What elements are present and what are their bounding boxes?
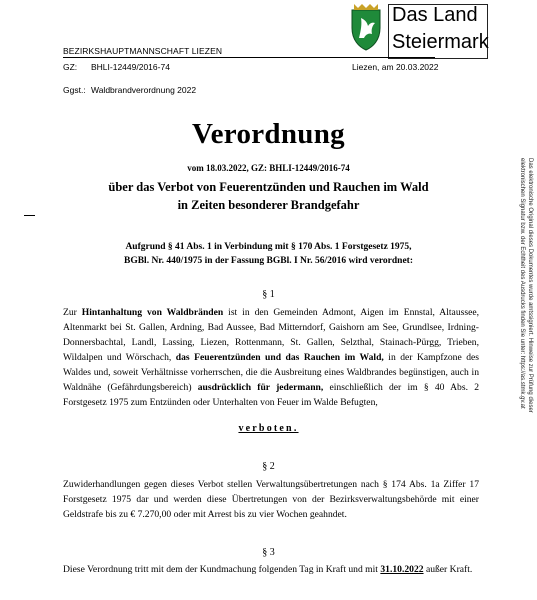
logo-text-line1: Das Land [392, 4, 478, 26]
section3-text-a: Diese Verordnung tritt mit dem der Kundmachung folgenden Tag in Kraft und mit [63, 564, 381, 575]
legal-basis-line2: BGBl. Nr. 440/1975 in der Fassung BGBl. I Nr. 56/2016 wird verordnet: [124, 256, 413, 266]
gz-label: GZ: [63, 62, 78, 72]
section3-paragraph [63, 562, 479, 577]
section2-paragraph: Zuwiderhandlungen gegen dieses Verbot stellen Verwaltungsübertretungen nach § 174 Abs. 1a Ziffer 17 Forstgesetz 1975 dar und werden diese Übertretungen von der Bezirksverwaltungsbehörde mit einer Geldstrafe bis zu € 7.270,00 oder mit Arrest bis zu vier Wochen geahndet. [63, 479, 479, 520]
legal-basis-line1: Aufgrund § 41 Abs. 1 in Verbindung mit § 170 Abs. 1 Forstgesetz 1975, [125, 242, 412, 252]
section3-expiry-date: 31.10.2022 [380, 564, 424, 575]
section3-text-b: außer Kraft. [423, 564, 473, 575]
fold-mark [24, 215, 35, 216]
section1-text-bold-b: das Feuerentzünden und das Rauchen im Wald, [175, 352, 384, 363]
section3-heading: § 3 [262, 547, 275, 558]
authority-name: BEZIRKSHAUPTMANNSCHAFT LIEZEN [63, 46, 223, 56]
section1-text-c: in der Kampfzone des Waldes und, soweit Verhältnisse vorherrschen, die die Ausbreitung eines Waldbrandes begünstigen, auch in Waldnähe (Gefährdungsbereich) [63, 352, 479, 393]
subject-value: Waldbrandverordnung 2022 [91, 85, 197, 95]
signature-side-note: Das elektronische Original dieses Dokumentes wurde amtssigniert. Hinweise zur Prüfung dieser elektronischen Signatur bzw. der Echtheit des Ausdrucks finden Sie unter: https://as.stmk.gv.at [519, 158, 533, 413]
gz-value: BHLI-12449/2016-74 [91, 62, 170, 72]
section2-heading: § 2 [262, 461, 275, 472]
section1-text-bold-c: ausdrücklich für jedermann, [197, 382, 324, 393]
subtitle-line2: in Zeiten besonderer Brandgefahr [177, 198, 360, 212]
subject-label: Ggst.: [63, 85, 86, 95]
document-dateline: vom 18.03.2022, GZ: BHLI-12449/2016-74 [187, 163, 350, 173]
section1-text-a: Zur [63, 307, 82, 318]
section1-paragraph [63, 305, 479, 410]
verboten-statement: verboten. [238, 423, 299, 434]
section1-text-d: einschließlich der im § 40 Abs. 2 Forstgesetz 1975 zum Entzünden oder Unterhalten von Feuer im Walde Befugten, [63, 382, 480, 408]
subtitle-line1: über das Verbot von Feuerentzünden und Rauchen im Wald [108, 180, 429, 194]
section1-text-bold-a: Hintanhaltung von Waldbränden [81, 307, 224, 318]
place-date: Liezen, am 20.03.2022 [352, 62, 439, 72]
logo-text-line2: Steiermark [392, 31, 489, 53]
header-rule [63, 57, 435, 58]
document-title: Verordnung [192, 118, 345, 150]
section1-text-b: ist in den Gemeinden Admont, Aigen im Ennstal, Altaussee, Altenmarkt bei St. Gallen, Ardning, Bad Aussee, Bad Mitterndorf, Gaishorn am See, Grundlsee, Irdning-Donnersbachtal, Landl, Lassing, Liezen, Rottenmann, St. Gallen, Selzthal, Stainach-Pürgg, Trieben, Wildalpen und Wörschach, [63, 307, 479, 363]
coat-of-arms-logo [349, 4, 383, 52]
section1-heading: § 1 [262, 289, 275, 300]
